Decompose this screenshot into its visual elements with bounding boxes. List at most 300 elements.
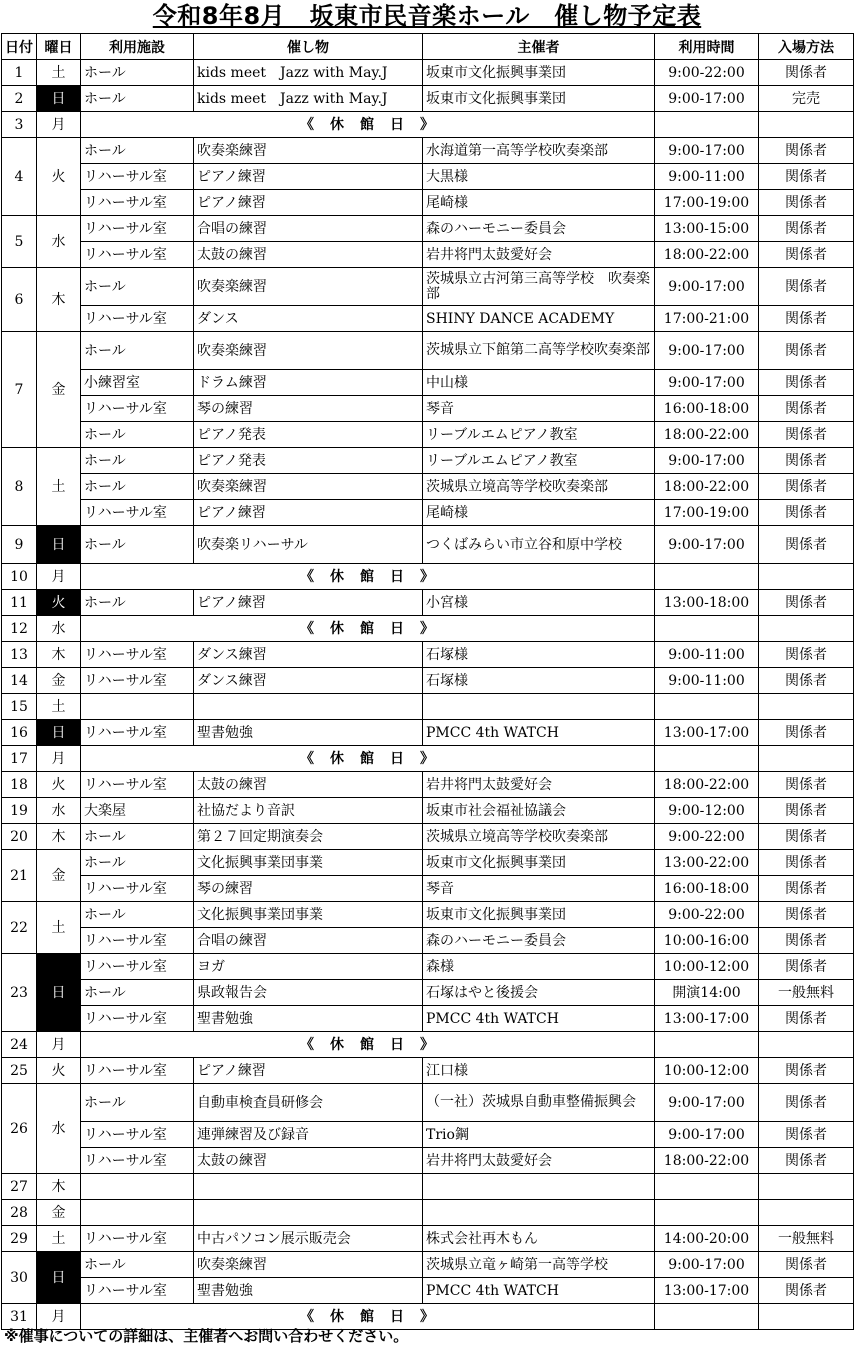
time-cell: 17:00-19:00 xyxy=(655,190,759,216)
admission-cell: 関係者 xyxy=(759,928,854,954)
weekday-cell: 土 xyxy=(37,448,81,526)
weekday-cell: 木 xyxy=(37,824,81,850)
table-row xyxy=(2,876,854,902)
organizer-cell: リーブルエムピアノ教室 xyxy=(423,422,655,448)
organizer-cell: 森のハーモニー委員会 xyxy=(423,216,655,242)
time-cell: 9:00-17:00 xyxy=(655,370,759,396)
event-cell: 県政報告会 xyxy=(194,980,423,1006)
table-row xyxy=(2,694,854,720)
organizer-cell: 水海道第一高等学校吹奏楽部 xyxy=(423,138,655,164)
time-cell: 9:00-17:00 xyxy=(655,138,759,164)
organizer-cell: 森様 xyxy=(423,954,655,980)
facility-cell: ホール xyxy=(81,1252,194,1278)
admission-cell xyxy=(759,746,854,772)
date-cell: 9 xyxy=(2,526,37,564)
organizer-cell: PMCC 4th WATCH xyxy=(423,1278,655,1304)
date-cell: 2 xyxy=(2,86,37,112)
schedule-table xyxy=(1,33,854,1330)
time-cell: 9:00-22:00 xyxy=(655,60,759,86)
admission-cell: 関係者 xyxy=(759,876,854,902)
facility-cell: リハーサル室 xyxy=(81,306,194,332)
table-row xyxy=(2,422,854,448)
event-cell: kids meet Jazz with May.J xyxy=(194,60,423,86)
date-cell: 30 xyxy=(2,1252,37,1304)
table-row xyxy=(2,112,854,138)
date-cell: 23 xyxy=(2,954,37,1032)
time-cell: 9:00-12:00 xyxy=(655,798,759,824)
organizer-cell: 森のハーモニー委員会 xyxy=(423,928,655,954)
time-cell: 17:00-21:00 xyxy=(655,306,759,332)
date-cell: 15 xyxy=(2,694,37,720)
organizer-cell xyxy=(423,694,655,720)
event-cell: 吹奏楽練習 xyxy=(194,138,423,164)
admission-cell: 関係者 xyxy=(759,306,854,332)
weekday-cell: 日 xyxy=(37,526,81,564)
table-row xyxy=(2,902,854,928)
time-cell: 9:00-17:00 xyxy=(655,1084,759,1122)
organizer-cell: SHINY DANCE ACADEMY xyxy=(423,306,655,332)
time-cell: 16:00-18:00 xyxy=(655,876,759,902)
date-cell: 24 xyxy=(2,1032,37,1058)
event-cell: kids meet Jazz with May.J xyxy=(194,86,423,112)
facility-cell: リハーサル室 xyxy=(81,928,194,954)
event-cell: ピアノ練習 xyxy=(194,1058,423,1084)
organizer-cell: 琴音 xyxy=(423,876,655,902)
table-row xyxy=(2,86,854,112)
facility-cell: ホール xyxy=(81,86,194,112)
time-cell: 9:00-11:00 xyxy=(655,668,759,694)
event-cell: 聖書勉強 xyxy=(194,720,423,746)
facility-cell: ホール xyxy=(81,332,194,370)
organizer-cell: 石塚はやと後援会 xyxy=(423,980,655,1006)
weekday-cell: 月 xyxy=(37,564,81,590)
table-row xyxy=(2,190,854,216)
admission-cell: 関係者 xyxy=(759,772,854,798)
table-row xyxy=(2,590,854,616)
time-cell: 9:00-17:00 xyxy=(655,1122,759,1148)
weekday-cell: 日 xyxy=(37,954,81,1032)
time-cell: 9:00-17:00 xyxy=(655,268,759,306)
time-cell: 9:00-17:00 xyxy=(655,526,759,564)
header-row xyxy=(2,34,854,60)
event-cell: ピアノ練習 xyxy=(194,164,423,190)
date-cell: 11 xyxy=(2,590,37,616)
table-row xyxy=(2,772,854,798)
weekday-cell: 水 xyxy=(37,616,81,642)
facility-cell: リハーサル室 xyxy=(81,242,194,268)
date-cell: 19 xyxy=(2,798,37,824)
admission-cell: 関係者 xyxy=(759,824,854,850)
time-cell xyxy=(655,564,759,590)
table-row xyxy=(2,370,854,396)
admission-cell xyxy=(759,564,854,590)
admission-cell xyxy=(759,1200,854,1226)
table-row xyxy=(2,980,854,1006)
organizer-cell: PMCC 4th WATCH xyxy=(423,1006,655,1032)
time-cell xyxy=(655,1304,759,1330)
organizer-cell: 茨城県立古河第三高等学校 吹奏楽部 xyxy=(423,268,655,306)
facility-cell: リハーサル室 xyxy=(81,668,194,694)
time-cell xyxy=(655,1174,759,1200)
date-cell: 4 xyxy=(2,138,37,216)
time-cell xyxy=(655,616,759,642)
time-cell: 18:00-22:00 xyxy=(655,1148,759,1174)
time-cell: 14:00-20:00 xyxy=(655,1226,759,1252)
admission-cell: 関係者 xyxy=(759,590,854,616)
time-cell: 9:00-11:00 xyxy=(655,642,759,668)
weekday-cell: 火 xyxy=(37,138,81,216)
time-cell: 13:00-17:00 xyxy=(655,720,759,746)
date-cell: 28 xyxy=(2,1200,37,1226)
admission-cell xyxy=(759,1174,854,1200)
table-row xyxy=(2,138,854,164)
time-cell: 17:00-19:00 xyxy=(655,500,759,526)
event-cell: 自動車検査員研修会 xyxy=(194,1084,423,1122)
table-row xyxy=(2,526,854,564)
organizer-cell: 茨城県立境高等学校吹奏楽部 xyxy=(423,474,655,500)
admission-cell: 関係者 xyxy=(759,1278,854,1304)
date-cell: 3 xyxy=(2,112,37,138)
schedule-body xyxy=(2,60,854,1330)
table-row xyxy=(2,1006,854,1032)
admission-cell xyxy=(759,1032,854,1058)
organizer-cell: 岩井将門太鼓愛好会 xyxy=(423,242,655,268)
table-row xyxy=(2,1174,854,1200)
event-cell: 吹奏楽練習 xyxy=(194,332,423,370)
event-cell: 連弾練習及び録音 xyxy=(194,1122,423,1148)
organizer-cell: 坂東市文化振興事業団 xyxy=(423,86,655,112)
date-cell: 8 xyxy=(2,448,37,526)
table-row xyxy=(2,798,854,824)
facility-cell: ホール xyxy=(81,474,194,500)
date-cell: 13 xyxy=(2,642,37,668)
header-date: 日付 xyxy=(2,34,37,60)
facility-cell: ホール xyxy=(81,1084,194,1122)
event-cell: ダンス練習 xyxy=(194,668,423,694)
facility-cell: リハーサル室 xyxy=(81,772,194,798)
time-cell xyxy=(655,112,759,138)
organizer-cell: 石塚様 xyxy=(423,642,655,668)
event-cell: 中古パソコン展示販売会 xyxy=(194,1226,423,1252)
admission-cell: 関係者 xyxy=(759,1122,854,1148)
organizer-cell: 坂東市文化振興事業団 xyxy=(423,902,655,928)
time-cell: 18:00-22:00 xyxy=(655,772,759,798)
table-row xyxy=(2,1226,854,1252)
time-cell: 18:00-22:00 xyxy=(655,422,759,448)
date-cell: 5 xyxy=(2,216,37,268)
date-cell: 29 xyxy=(2,1226,37,1252)
weekday-cell: 木 xyxy=(37,268,81,332)
weekday-cell: 水 xyxy=(37,216,81,268)
event-cell: 吹奏楽練習 xyxy=(194,1252,423,1278)
time-cell: 10:00-16:00 xyxy=(655,928,759,954)
admission-cell: 関係者 xyxy=(759,60,854,86)
weekday-cell: 水 xyxy=(37,798,81,824)
time-cell xyxy=(655,1200,759,1226)
admission-cell: 関係者 xyxy=(759,850,854,876)
time-cell xyxy=(655,746,759,772)
date-cell: 18 xyxy=(2,772,37,798)
admission-cell: 完売 xyxy=(759,86,854,112)
admission-cell xyxy=(759,616,854,642)
header-event: 催し物 xyxy=(194,34,423,60)
admission-cell: 一般無料 xyxy=(759,980,854,1006)
time-cell: 9:00-17:00 xyxy=(655,86,759,112)
table-row xyxy=(2,564,854,590)
organizer-cell: PMCC 4th WATCH xyxy=(423,720,655,746)
facility-cell: ホール xyxy=(81,422,194,448)
admission-cell: 関係者 xyxy=(759,798,854,824)
weekday-cell: 月 xyxy=(37,112,81,138)
table-row xyxy=(2,850,854,876)
facility-cell: ホール xyxy=(81,980,194,1006)
admission-cell: 関係者 xyxy=(759,164,854,190)
header-time: 利用時間 xyxy=(655,34,759,60)
facility-cell: リハーサル室 xyxy=(81,1122,194,1148)
table-row xyxy=(2,474,854,500)
organizer-cell xyxy=(423,1200,655,1226)
event-cell: 吹奏楽リハーサル xyxy=(194,526,423,564)
admission-cell: 関係者 xyxy=(759,1252,854,1278)
facility-cell: ホール xyxy=(81,448,194,474)
table-row xyxy=(2,1200,854,1226)
table-row xyxy=(2,306,854,332)
event-cell: 吹奏楽練習 xyxy=(194,474,423,500)
time-cell: 9:00-17:00 xyxy=(655,448,759,474)
admission-cell: 関係者 xyxy=(759,216,854,242)
weekday-cell: 火 xyxy=(37,1058,81,1084)
weekday-cell: 木 xyxy=(37,1174,81,1200)
table-row xyxy=(2,1252,854,1278)
facility-cell: ホール xyxy=(81,526,194,564)
weekday-cell: 木 xyxy=(37,642,81,668)
facility-cell: リハーサル室 xyxy=(81,1006,194,1032)
time-cell xyxy=(655,1032,759,1058)
table-row xyxy=(2,448,854,474)
date-cell: 20 xyxy=(2,824,37,850)
event-cell: 吹奏楽練習 xyxy=(194,268,423,306)
table-row xyxy=(2,60,854,86)
date-cell: 27 xyxy=(2,1174,37,1200)
date-cell: 21 xyxy=(2,850,37,902)
organizer-cell: 茨城県立境高等学校吹奏楽部 xyxy=(423,824,655,850)
time-cell: 13:00-17:00 xyxy=(655,1278,759,1304)
organizer-cell: 小宮様 xyxy=(423,590,655,616)
table-row xyxy=(2,164,854,190)
facility-cell: リハーサル室 xyxy=(81,500,194,526)
event-cell: ダンス練習 xyxy=(194,642,423,668)
header-organizer: 主催者 xyxy=(423,34,655,60)
closed-cell: 《 休 館 日 》 xyxy=(81,564,655,590)
admission-cell: 関係者 xyxy=(759,954,854,980)
header-facility: 利用施設 xyxy=(81,34,194,60)
header-admission: 入場方法 xyxy=(759,34,854,60)
date-cell: 25 xyxy=(2,1058,37,1084)
admission-cell: 関係者 xyxy=(759,1006,854,1032)
date-cell: 22 xyxy=(2,902,37,954)
event-cell: 社協だより音訳 xyxy=(194,798,423,824)
weekday-cell: 金 xyxy=(37,668,81,694)
facility-cell: リハーサル室 xyxy=(81,1058,194,1084)
table-row xyxy=(2,616,854,642)
table-row xyxy=(2,1084,854,1122)
event-cell: ダンス xyxy=(194,306,423,332)
organizer-cell: 石塚様 xyxy=(423,668,655,694)
time-cell: 13:00-22:00 xyxy=(655,850,759,876)
time-cell: 16:00-18:00 xyxy=(655,396,759,422)
weekday-cell: 水 xyxy=(37,1084,81,1174)
table-row xyxy=(2,668,854,694)
event-cell: ヨガ xyxy=(194,954,423,980)
organizer-cell: 坂東市文化振興事業団 xyxy=(423,850,655,876)
header-weekday: 曜日 xyxy=(37,34,81,60)
event-cell: 琴の練習 xyxy=(194,396,423,422)
table-row xyxy=(2,746,854,772)
table-row xyxy=(2,824,854,850)
organizer-cell: 大黒様 xyxy=(423,164,655,190)
admission-cell: 関係者 xyxy=(759,242,854,268)
facility-cell: ホール xyxy=(81,268,194,306)
admission-cell: 関係者 xyxy=(759,668,854,694)
admission-cell: 関係者 xyxy=(759,902,854,928)
organizer-cell: 岩井将門太鼓愛好会 xyxy=(423,772,655,798)
facility-cell xyxy=(81,1174,194,1200)
facility-cell xyxy=(81,1200,194,1226)
weekday-cell: 月 xyxy=(37,746,81,772)
time-cell: 13:00-17:00 xyxy=(655,1006,759,1032)
event-cell: 第２７回定期演奏会 xyxy=(194,824,423,850)
organizer-cell: 坂東市社会福祉協議会 xyxy=(423,798,655,824)
facility-cell: リハーサル室 xyxy=(81,216,194,242)
event-cell: 文化振興事業団事業 xyxy=(194,850,423,876)
event-cell: ピアノ練習 xyxy=(194,190,423,216)
admission-cell: 関係者 xyxy=(759,1148,854,1174)
facility-cell: ホール xyxy=(81,902,194,928)
event-cell: 太鼓の練習 xyxy=(194,242,423,268)
closed-cell: 《 休 館 日 》 xyxy=(81,1304,655,1330)
facility-cell: リハーサル室 xyxy=(81,1278,194,1304)
event-cell xyxy=(194,1200,423,1226)
facility-cell: リハーサル室 xyxy=(81,1226,194,1252)
page-title: 令和8年8月 坂東市民音楽ホール 催し物予定表 xyxy=(152,2,702,30)
facility-cell: ホール xyxy=(81,60,194,86)
time-cell: 13:00-15:00 xyxy=(655,216,759,242)
organizer-cell: 尾崎様 xyxy=(423,500,655,526)
organizer-cell: 茨城県立竜ヶ崎第一高等学校 xyxy=(423,1252,655,1278)
admission-cell: 関係者 xyxy=(759,642,854,668)
time-cell: 開演14:00 xyxy=(655,980,759,1006)
facility-cell: リハーサル室 xyxy=(81,396,194,422)
event-cell xyxy=(194,694,423,720)
event-cell: ドラム練習 xyxy=(194,370,423,396)
admission-cell xyxy=(759,1304,854,1330)
time-cell: 9:00-11:00 xyxy=(655,164,759,190)
organizer-cell: 琴音 xyxy=(423,396,655,422)
time-cell: 9:00-17:00 xyxy=(655,1252,759,1278)
organizer-cell xyxy=(423,1174,655,1200)
weekday-cell: 金 xyxy=(37,850,81,902)
admission-cell: 一般無料 xyxy=(759,1226,854,1252)
admission-cell: 関係者 xyxy=(759,448,854,474)
event-cell: 文化振興事業団事業 xyxy=(194,902,423,928)
facility-cell: ホール xyxy=(81,590,194,616)
admission-cell xyxy=(759,694,854,720)
weekday-cell: 火 xyxy=(37,590,81,616)
facility-cell: リハーサル室 xyxy=(81,876,194,902)
time-cell: 9:00-22:00 xyxy=(655,902,759,928)
weekday-cell: 火 xyxy=(37,772,81,798)
facility-cell: リハーサル室 xyxy=(81,720,194,746)
time-cell: 10:00-12:00 xyxy=(655,954,759,980)
date-cell: 12 xyxy=(2,616,37,642)
table-row xyxy=(2,242,854,268)
table-row xyxy=(2,1122,854,1148)
facility-cell: 小練習室 xyxy=(81,370,194,396)
date-cell: 31 xyxy=(2,1304,37,1330)
facility-cell: リハーサル室 xyxy=(81,164,194,190)
event-cell: ピアノ練習 xyxy=(194,590,423,616)
time-cell: 18:00-22:00 xyxy=(655,474,759,500)
table-row xyxy=(2,268,854,306)
organizer-cell: 岩井将門太鼓愛好会 xyxy=(423,1148,655,1174)
admission-cell: 関係者 xyxy=(759,474,854,500)
table-row xyxy=(2,500,854,526)
admission-cell: 関係者 xyxy=(759,1058,854,1084)
weekday-cell: 金 xyxy=(37,332,81,448)
table-row xyxy=(2,216,854,242)
date-cell: 16 xyxy=(2,720,37,746)
time-cell: 18:00-22:00 xyxy=(655,242,759,268)
date-cell: 14 xyxy=(2,668,37,694)
weekday-cell: 日 xyxy=(37,86,81,112)
closed-cell: 《 休 館 日 》 xyxy=(81,1032,655,1058)
table-row xyxy=(2,396,854,422)
organizer-cell: （一社）茨城県自動車整備振興会 xyxy=(423,1084,655,1122)
admission-cell: 関係者 xyxy=(759,332,854,370)
weekday-cell: 月 xyxy=(37,1304,81,1330)
admission-cell: 関係者 xyxy=(759,1084,854,1122)
date-cell: 7 xyxy=(2,332,37,448)
weekday-cell: 土 xyxy=(37,694,81,720)
weekday-cell: 金 xyxy=(37,1200,81,1226)
time-cell: 10:00-12:00 xyxy=(655,1058,759,1084)
organizer-cell: 株式会社再木もん xyxy=(423,1226,655,1252)
admission-cell xyxy=(759,112,854,138)
table-row xyxy=(2,928,854,954)
event-cell: 合唱の練習 xyxy=(194,216,423,242)
table-row xyxy=(2,642,854,668)
date-cell: 6 xyxy=(2,268,37,332)
organizer-cell: つくばみらい市立谷和原中学校 xyxy=(423,526,655,564)
organizer-cell: 茨城県立下館第二高等学校吹奏楽部 xyxy=(423,332,655,370)
date-cell: 17 xyxy=(2,746,37,772)
organizer-cell: 坂東市文化振興事業団 xyxy=(423,60,655,86)
weekday-cell: 土 xyxy=(37,1226,81,1252)
weekday-cell: 土 xyxy=(37,902,81,954)
event-cell xyxy=(194,1174,423,1200)
admission-cell: 関係者 xyxy=(759,370,854,396)
event-cell: ピアノ発表 xyxy=(194,422,423,448)
facility-cell: リハーサル室 xyxy=(81,642,194,668)
facility-cell: リハーサル室 xyxy=(81,190,194,216)
footnote: ※催事についての詳細は、主催者へお問い合わせください。 xyxy=(4,1327,409,1345)
admission-cell: 関係者 xyxy=(759,190,854,216)
table-row xyxy=(2,954,854,980)
admission-cell: 関係者 xyxy=(759,720,854,746)
admission-cell: 関係者 xyxy=(759,422,854,448)
closed-cell: 《 休 館 日 》 xyxy=(81,112,655,138)
admission-cell: 関係者 xyxy=(759,396,854,422)
